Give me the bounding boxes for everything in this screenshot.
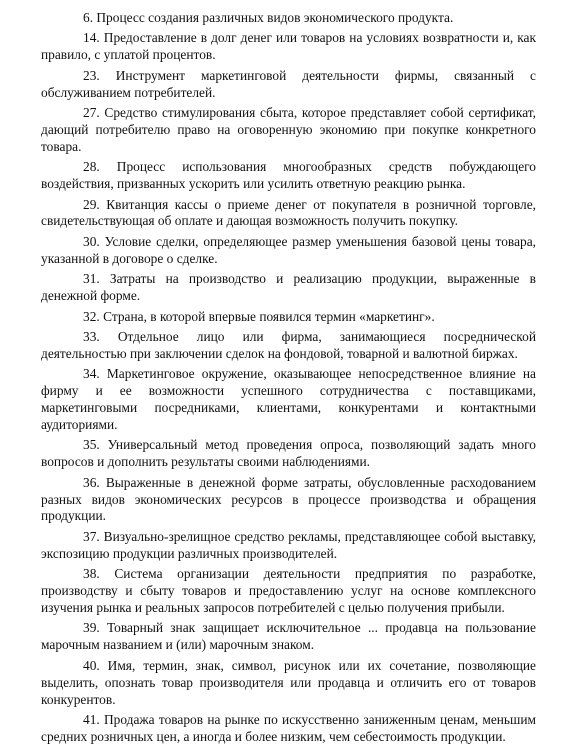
definition-item-32: 32. Страна, в которой впервые появился термин «маркетинг».	[83, 308, 435, 324]
definition-item-35: 35. Универсальный метод проведения опроса, позволяющий задать много вопросов и дополнить результаты своими наблюдениями.	[41, 437, 536, 470]
definition-item-23: 23. Инструмент маркетинговой деятельности фирмы, связанный с обслуживанием потребителей.	[41, 67, 536, 100]
definition-item-31: 31. Затраты на производство и реализацию продукции, выраженные в денежной форме.	[41, 271, 536, 304]
definition-item-40: 40. Имя, термин, знак, символ, рисунок или их сочетание, позволяющие выделить, опознать товар производителя или продавца и отличить его от товаров конкурентов.	[41, 657, 536, 707]
definition-item-33: 33. Отдельное лицо или фирма, занимающиеся посреднической деятельностью при заключении сделок на фондовой, товарной и валютной биржах.	[41, 328, 536, 361]
definition-item-34: 34. Маркетинговое окружение, оказывающее непосредственное влияние на фирму и ее возможности успешного сотрудничества с поставщиками, маркетинговыми посредниками, клиентами, конкурентами и контактными аудиториями.	[41, 366, 536, 432]
definition-item-29: 29. Квитанция кассы о приеме денег от покупателя в розничной торговле, свидетельствующая об оплате и дающая возможность получить покупку.	[41, 196, 536, 229]
definition-item-37: 37. Визуально-зрелищное средство рекламы, представляющее собой выставку, экспозицию продукции различных производителей.	[41, 528, 536, 561]
definition-item-28: 28. Процесс использования многообразных средств побуждающего воздействия, призванных ускорить или усилить ответную реакцию рынка.	[41, 159, 536, 192]
definition-item-39: 39. Товарный знак защищает исключительное ... продавца на пользование марочным названием и (или) марочным знаком.	[41, 620, 536, 653]
definition-item-41: 41. Продажа товаров на рынке по искусственно заниженным ценам, меньшим средних розничных цен, а иногда и более низким, чем себестоимость продукции.	[41, 711, 536, 744]
definition-item-30: 30. Условие сделки, определяющее размер уменьшения базовой цены товара, указанной в договоре о сделке.	[41, 233, 536, 266]
definition-item-14: 14. Предоставление в долг денег или товаров на условиях возвратности и, как правило, с уплатой процентов.	[41, 30, 536, 63]
definition-item-6: 6. Процесс создания различных видов экономического продукта.	[83, 10, 454, 25]
definition-item-27: 27. Средство стимулирования сбыта, которое представляет собой сертификат, дающий потребителю право на оговоренную экономию при покупке конкретного товара.	[41, 105, 536, 154]
definition-item-38: 38. Система организации деятельности предприятия по разработке, производству и сбыту товаров и предоставлению услуг на основе комплексного изучения рынка и реальных запросов потребителей с целью получения прибыли.	[41, 566, 536, 615]
definition-item-36: 36. Выраженные в денежной форме затраты, обусловленные расходованием разных видов экономических ресурсов в процессе производства и обращения продукции.	[41, 474, 536, 524]
